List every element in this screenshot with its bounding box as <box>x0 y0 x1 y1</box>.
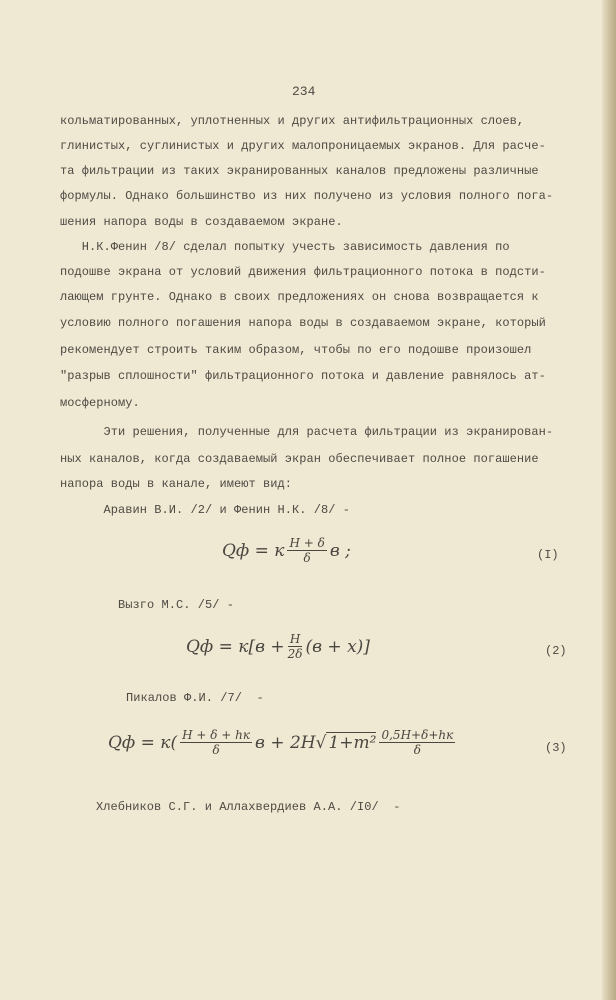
page-edge-shadow <box>602 0 616 1000</box>
text-line: рекомендует строить таким образом, чтобы по его подошве произошел <box>60 343 532 357</box>
formula-3: Qф = к( $\frac{H + \delta + hк}{\delta}$ в + 2H √ 1+m² $\frac{0,5H+\delta+hк}{\delta}$ <box>108 728 454 757</box>
author-citation: Хлебников С.Г. и Аллахвердиев А.А. /I0/ - <box>96 800 401 814</box>
formula-2: Qф = к[в + $\frac{H}{2\delta}$ (в + x)] <box>186 632 370 661</box>
text-line: кольматированных, уплотненных и других антифильтрационных слоев, <box>60 114 525 128</box>
text-line: формулы. Однако большинство из них получено из условия полного пога- <box>60 189 554 203</box>
equation-number-1: (I) <box>537 548 559 562</box>
author-citation: Пикалов Ф.И. /7/ - <box>126 691 264 705</box>
text-line: лающем грунте. Однако в своих предложениях он снова возвращается к <box>60 290 539 304</box>
formula-1: Qф = к $\frac{H + \delta}{\delta}$ в ; <box>222 536 351 565</box>
text-line: подошве экрана от условий движения фильтрационного потока в подсти- <box>60 265 546 279</box>
author-citation: Вызго М.С. /5/ - <box>118 598 235 612</box>
text-line: глинистых, суглинистых и других малопроницаемых экранов. Для расче- <box>60 139 546 153</box>
equation-number-2: (2) <box>545 644 567 658</box>
text-line: Эти решения, полученные для расчета фильтрации из экранирован- <box>60 425 554 439</box>
text-line: та фильтрации из таких экранированных каналов предложены различные <box>60 164 539 178</box>
text-line: Н.К.Фенин /8/ сделал попытку учесть зависимость давления по <box>60 240 510 254</box>
text-line: условию полного погашения напора воды в создаваемом экране, который <box>60 316 546 330</box>
fraction: $\frac{H + \delta}{\delta}$ <box>289 536 325 565</box>
text-line: ных каналов, когда создаваемый экран обеспечивает полное погашение <box>60 452 539 466</box>
text-line: напора воды в канале, имеют вид: <box>60 477 293 491</box>
fraction: $\frac{H + \delta + hк}{\delta}$ <box>182 728 251 757</box>
equation-number-3: (3) <box>545 741 567 755</box>
page-number: 234 <box>292 84 316 99</box>
fraction: $\frac{H}{2\delta}$ <box>287 632 303 661</box>
text-line: Аравин В.И. /2/ и Фенин Н.К. /8/ - <box>60 503 351 517</box>
text-line: "разрыв сплошности" фильтрационного потока и давление равнялось ат- <box>60 369 546 383</box>
text-line: шения напора воды в создаваемом экране. <box>60 215 343 229</box>
text-line: мосферному. <box>60 396 140 410</box>
fraction: $\frac{0,5H+\delta+hк}{\delta}$ <box>381 728 454 757</box>
